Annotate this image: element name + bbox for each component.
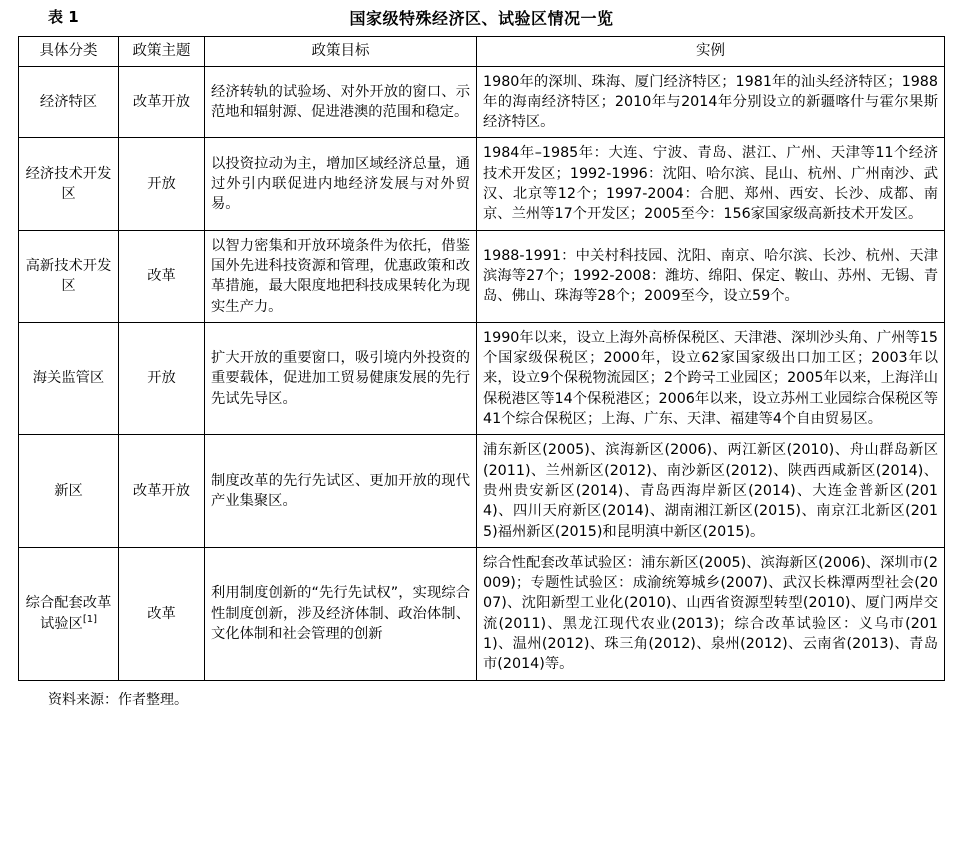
table-row	[19, 230, 945, 322]
table-row	[19, 322, 945, 434]
cell-example: 浦东新区(2005)、滨海新区(2006)、两江新区(2010)、舟山群岛新区(2011)、兰州新区(2012)、南沙新区(2012)、陕西西咸新区(2014)、贵州贵安新区(2014)、青岛西海岸新区(2014)、大连金普新区(2014)、四川天府新区(2014)、湖南湘江新区(2015)、南京江北新区(2015)福州新区(2015)和昆明滇中新区(2015)。	[477, 435, 945, 547]
cell-category: 高新技术开发区	[19, 230, 119, 322]
cell-category	[19, 547, 119, 680]
cell-goal: 制度改革的先行先试区、更加开放的现代产业集聚区。	[205, 435, 477, 547]
cell-theme: 改革开放	[119, 66, 205, 138]
cell-goal: 经济转轨的试验场、对外开放的窗口、示范地和辐射源、促进港澳的范围和稳定。	[205, 66, 477, 138]
cell-example: 1984年–1985年：大连、宁波、青岛、湛江、广州、天津等11个经济技术开发区；1992-1996：沈阳、哈尔滨、昆山、杭州、广州南沙、武汉、北京等12个；1997-2004：合肥、郑州、西安、长沙、成都、南京、兰州等17个开发区；2005至今：156家国家级高新技术开发区。	[477, 138, 945, 230]
column-header-example: 实例	[477, 37, 945, 67]
cell-goal: 扩大开放的重要窗口，吸引境内外投资的重要载体，促进加工贸易健康发展的先行先试先导区。	[205, 322, 477, 434]
cell-category: 经济特区	[19, 66, 119, 138]
table-row	[19, 138, 945, 230]
special-economic-zones-table	[18, 36, 945, 681]
cell-example: 1988-1991：中关村科技园、沈阳、南京、哈尔滨、长沙、杭州、天津滨海等27个；1992-2008：潍坊、绵阳、保定、鞍山、苏州、无锡、青岛、佛山、珠海等28个；2009至今，设立59个。	[477, 230, 945, 322]
cell-category: 经济技术开发区	[19, 138, 119, 230]
column-header-goal: 政策目标	[205, 37, 477, 67]
page-title: 国家级特殊经济区、试验区情况一览	[349, 9, 614, 28]
cell-goal: 以投资拉动为主，增加区域经济总量，通过外引内联促进内地经济发展与对外贸易。	[205, 138, 477, 230]
cell-category-text: 综合配套改革试验区	[25, 595, 112, 633]
table-row	[19, 547, 945, 680]
cell-theme: 改革	[119, 230, 205, 322]
cell-theme: 开放	[119, 322, 205, 434]
cell-example: 1990年以来，设立上海外高桥保税区、天津港、深圳沙头角、广州等15个国家级保税区；2000年，设立62家国家级出口加工区；2003年以来，设立9个保税物流园区；2个跨국工业园区；2005年以来，上海洋山保税港区等14个保税港区；2006年以来，设立苏州工业园综合保税区等41个综合保税区；上海、广东、天津、福建等4个自由贸易区。	[477, 322, 945, 434]
cell-theme: 改革	[119, 547, 205, 680]
footnote-marker: [1]	[82, 614, 98, 626]
cell-goal: 以智力密集和开放环境条件为依托，借鉴国外先进科技资源和管理，优惠政策和改革措施，最大限度地把科技成果转化为现实生产力。	[205, 230, 477, 322]
cell-goal: 利用制度创新的“先行先试权”，实现综合性制度创新，涉及经济体制、政治体制、文化体制和社会管理的创新	[205, 547, 477, 680]
table-header-row	[19, 37, 945, 67]
column-header-theme: 政策主题	[119, 37, 205, 67]
table-row	[19, 435, 945, 547]
cell-example: 1980年的深圳、珠海、厦门经济特区；1981年的汕头经济特区；1988年的海南经济特区；2010年与2014年分别设立的新疆喀什与霍尔果斯经济特区。	[477, 66, 945, 138]
cell-category: 海关监管区	[19, 322, 119, 434]
cell-theme: 改革开放	[119, 435, 205, 547]
cell-example: 综合性配套改革试验区：浦东新区(2005)、滨海新区(2006)、深圳市(2009)；专题性试验区：成渝统筹城乡(2007)、武汉长株潭两型社会(2007)、沈阳新型工业化(2010)、山西省资源型转型(2010)、厦门两岸交流(2011)、黑龙江现代农业(2013)；综合改革试验区：义乌市(2011)、温州(2012)、珠三角(2012)、泉州(2012)、云南省(2013)、青岛市(2014)等。	[477, 547, 945, 680]
table-header	[18, 6, 945, 34]
table-label: 表 1	[48, 8, 79, 26]
cell-theme: 开放	[119, 138, 205, 230]
table-row	[19, 66, 945, 138]
cell-category: 新区	[19, 435, 119, 547]
source-note: 资料来源：作者整理。	[48, 691, 188, 708]
column-header-category: 具体分类	[19, 37, 119, 67]
